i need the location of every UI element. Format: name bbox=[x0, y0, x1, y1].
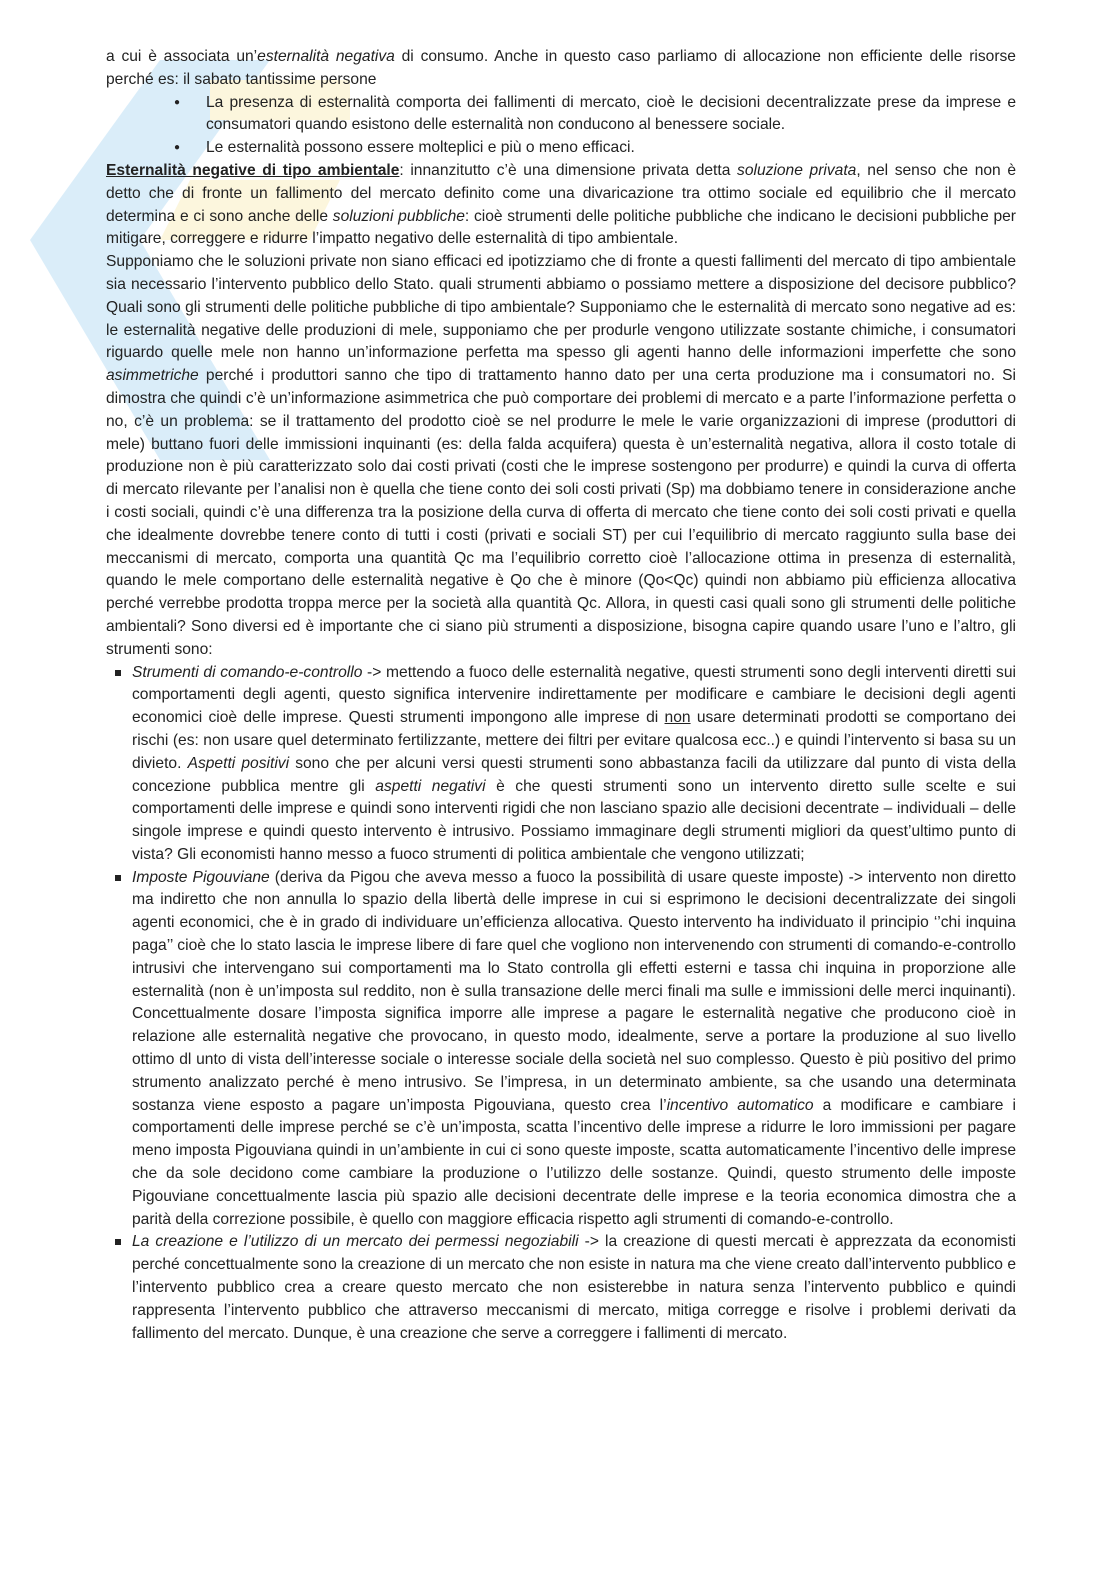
section-heading: Esternalità negative di tipo ambientale bbox=[106, 161, 400, 179]
list-item-tradable-permits: La creazione e l’utilizzo di un mercato dei permessi negoziabili -> la creazione di questi mercati è apprezzata da economisti perché concettualmente sono la creazione di un mercato che non esiste in natura ma che viene creato dall’intervento pubblico e l’intervento pubblico crea a creare questo mercato che non esisterebbe in natura senza l’intervento pubblico e quindi rappresenta l’intervento pubblico che attraverso meccanismi di mercato, mitiga corregge e risolve i problemi derivati da fallimento del mercato. Dunque, è una creazione che serve a correggere i fallimenti di mercato. bbox=[132, 1231, 1016, 1345]
section-paragraph: Esternalità negative di tipo ambientale: innanzitutto c’è una dimensione privata detta soluzione privata, nel senso che non è detto che di fronte un fallimento del mercato definito come una divaricazione tra ottimo sociale ed equilibrio che il mercato determina e ci sono anche delle soluzioni pubbliche: cioè strumenti delle politiche pubbliche che indicano le decisioni pubbliche per mitigare, correggere e ridurre l’impatto negativo delle esternalità di tipo ambientale. bbox=[106, 161, 1017, 248]
square-bullet-list bbox=[106, 662, 1016, 1346]
intro-paragraph: a cui è associata un’esternalità negativa di consumo. Anche in questo caso parliamo di allocazione non efficiente delle risorse perché es: il sabato tantissime persone bbox=[106, 48, 1016, 88]
list-item-pigouvian-taxes: Imposte Pigouviane (deriva da Pigou che aveva messo a fuoco la possibilità di usare queste imposte) -> intervento non diretto ma indiretto che non annulla lo spazio della libertà delle imprese in cui si esprimono le decisioni decentralizzate dei singoli agenti economici, che è in grado di individuare un’efficienza allocativa. Questo intervento ha individuato il principio ‘’chi inquina paga’’ cioè che lo stato lascia le imprese libere di fare quel che vogliono non intervenendo con strumenti di comando-e-controllo intrusivi che intervengano sui comportamenti ma lo Stato controlla gli effetti esterni e tassa chi inquina in proporzione alle esternalità (non è un’imposta sul reddito, non è sulla transazione delle merci finali ma sulle e immissioni delle merci inquinanti). Concettualmente dosare l’imposta significa imporre alle imprese a pagare le esternalità negative che producono cioè in relazione alle esternalità negative che provocano, in questo modo, idealmente, serve a portare la produzione al suo livello ottimo dl unto di vista dell’interesse sociale o interesse sociale della società nel suo complesso. Questo è più positivo del primo strumento analizzato perché è meno intrusivo. Se l’impresa, in un determinato ambiente, sa che usando una determinata sostanza viene esposto a pagare un’imposta Pigouviana, questo crea l’incentivo automatico a modificare e cambiare i comportamenti delle imprese perché se c’è un’imposta, scatta l’incentivo delle imprese a ridurre le loro immissioni per pagare meno imposta Pigouviana quindi in un’ambiente in cui ci sono queste imposte, scatta automaticamente l’incentivo delle imprese che da sole decidono come cambiare la produzione o l’utilizzo delle sostanze. Quindi, questo strumento delle imposte Pigouviane concettualmente lascia più spazio alle decisioni decentrate delle imprese e la teoria economica dimostra che a parità della correzione possibile, è quello con maggiore efficacia rispetto agli strumenti di comando-e-controllo. bbox=[132, 867, 1016, 1232]
body-paragraph: Supponiamo che le soluzioni private non siano efficaci ed ipotizziamo che di fronte a questi fallimenti del mercato di tipo ambientale sia necessario l’intervento pubblico dello Stato. quali strumenti abbiamo o possiamo mettere a disposizione del decisore pubblico? Quali sono gli strumenti delle politiche pubbliche di tipo ambientale? Supponiamo che le esternalità di mercato sono negative ad es: le esternalità negative delle produzioni di mele, supponiamo che per produrle vengono utilizzate sostante chimiche, i consumatori riguardo quelle mele non hanno un’informazione perfetta ma spesso gli agenti hanno delle informazioni imperfette che sono asimmetriche perché i produttori sanno che tipo di trattamento hanno dato per una certa produzione ma i consumatori no. Si dimostra che quindi c’è un’informazione asimmetrica che può comportare dei problemi di mercato e a parte l’informazione perfetta o no, c’è un problema: se il trattamento del prodotto cioè se nel produrre le mele le varie organizzazioni di imprese (produttori di mele) buttano fuori delle immissioni inquinanti (es: della falda acquifera) questa è un’esternalità negativa, allora il costo totale di produzione non è più caratterizzato solo dai costi privati (costi che le imprese sostengono per produrre) e quindi la curva di offerta di mercato rilevante per l’analisi non è quella che tiene conto dei soli costi privati (Sp) ma dobbiamo tenere in considerazione anche i costi sociali, quindi c’è una differenza tra la posizione della curva di offerta di mercato che tiene conto dei soli costi privati e quella che idealmente dovrebbe tenere conto di tutti i costi (privati e sociali ST) per cui l’equilibrio di mercato raggiunto sulla base dei meccanismi di mercato, comporta una quantità Qc ma l’equilibrio corretto cioè l’allocazione ottima in presenza di esternalità, quando le mele comportano delle esternalità negative è Qo che è minore (Qo<Qc) quindi non abbiamo più efficienza allocativa perché verrebbe prodotta troppa merce per la società alla quantità Qc. Allora, in questi casi quali sono gli strumenti delle politiche ambientali? Sono diversi ed è importante che ci siano più strumenti a disposizione, bisogna capire quando usare l’uno e l’altro, gli strumenti sono: bbox=[106, 253, 1016, 658]
list-item: ● Le esternalità possono essere molteplici e più o meno efficaci. bbox=[206, 137, 1016, 160]
list-item-command-control: Strumenti di comando-e-controllo -> mettendo a fuoco delle esternalità negative, questi strumenti sono degli interventi diretti sui comportamenti degli agenti, questo significa intervenire indirettamente per modificare e cambiare le decisioni degli agenti economici cioè delle imprese. Questi strumenti impongono alle imprese di non usare determinati prodotti se comportano dei rischi (es: non usare quel determinato fertilizzante, mettere dei filtri per evitare qualcosa ecc..) e quindi l’intervento si basa su un divieto. Aspetti positivi sono che per alcuni versi questi strumenti sono abbastanza facili da utilizzare dal punto di vista della concezione pubblica mentre gli aspetti negativi è che questi strumenti sono un intervento diretto sulle scelte e sui comportamenti delle imprese e quindi sono interventi rigidi che non lasciano spazio alle decisioni decentrate – individuali – delle singole imprese e quindi questo intervento è intrusivo. Possiamo immaginare degli strumenti migliori da quest’ultimo punto di vista? Gli economisti hanno messo a fuoco strumenti di politica ambientale che vengono utilizzati; bbox=[132, 662, 1016, 867]
round-bullet-list bbox=[106, 92, 1016, 160]
document-page bbox=[106, 46, 1016, 1345]
list-item: ● La presenza di esternalità comporta dei fallimenti di mercato, cioè le decisioni decentralizzate prese da imprese e consumatori quando esistono delle esternalità non conducono al benessere sociale. bbox=[206, 92, 1016, 138]
